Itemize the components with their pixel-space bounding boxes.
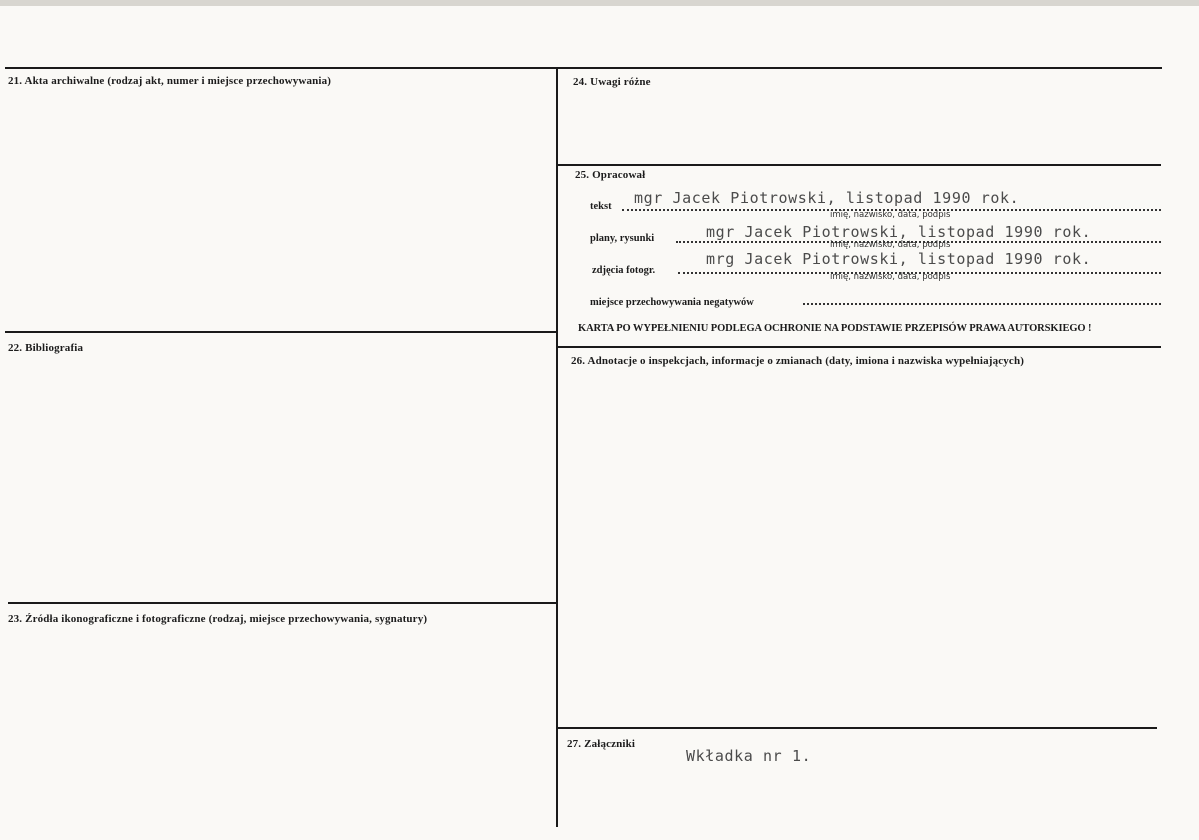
section-24-title: 24. Uwagi różne [573,76,651,88]
negatywy-label: miejsce przechowywania negatywów [590,297,754,308]
zalaczniki-value: Wkładka nr 1. [686,747,812,765]
section-23-title: 23. Źródła ikonograficzne i fotograficzne (rodzaj, miejsce przechowywania, sygnatury) [8,613,428,625]
section-26-title: 26. Adnotacje o inspekcjach, informacje o zmianach (daty, imiona i nazwiska wypełniających) [571,355,1025,367]
copyright-notice: KARTA PO WYPEŁNIENIU PODLEGA OCHRONIE NA PODSTAWIE PRZEPISÓW PRAWA AUTORSKIEGO ! [578,323,1092,334]
section-27-title: 27. Załączniki [567,738,636,750]
tekst-value: mgr Jacek Piotrowski, listopad 1990 rok. [634,189,1020,207]
rule-21-22 [5,331,557,333]
section-25-title: 25. Opracował [575,169,646,181]
rule-25-26 [557,346,1161,348]
zdjecia-label: zdjęcia fotogr. [592,265,656,276]
negatywy-dotted-line [803,303,1161,305]
plany-label: plany, rysunki [590,233,655,244]
tekst-label: tekst [590,201,612,212]
section-21-title: 21. Akta archiwalne (rodzaj akt, numer i miejsce przechowywania) [8,75,332,87]
rule-24-25 [557,164,1161,166]
tekst-caption: imię, nazwisko, data, podpis [830,210,951,220]
vertical-divider [556,67,558,827]
rule-22-23 [8,602,557,604]
scan-edge [0,0,1199,6]
top-rule [5,67,1162,69]
rule-26-27 [557,727,1157,729]
zdjecia-value: mrg Jacek Piotrowski, listopad 1990 rok. [706,250,1092,268]
section-22-title: 22. Bibliografia [8,342,84,354]
plany-caption: imię, nazwisko, data, podpis [830,240,951,250]
plany-value: mgr Jacek Piotrowski, listopad 1990 rok. [706,223,1092,241]
zdjecia-caption: imię, nazwisko, data, podpis [830,272,951,282]
